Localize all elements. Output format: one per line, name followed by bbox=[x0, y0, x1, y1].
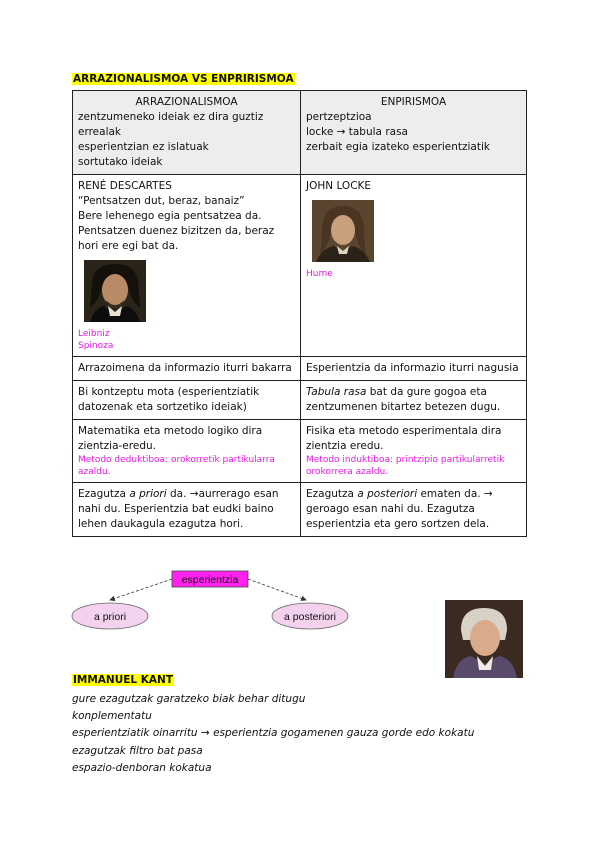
table-row bbox=[73, 381, 527, 420]
descartes-quote: “Pentsatzen dut, beraz, banaiz” bbox=[78, 195, 245, 207]
empiricism-line: pertzeptzioa bbox=[306, 111, 372, 123]
empiricist-other: Hume bbox=[306, 269, 333, 279]
kant-line: konplementatu bbox=[72, 710, 152, 723]
table-cell bbox=[301, 483, 527, 537]
table-row bbox=[73, 175, 527, 357]
table-cell bbox=[73, 420, 301, 483]
rationalism-line: errealak bbox=[78, 126, 122, 138]
kant-line: espazio-denboran kokatua bbox=[72, 761, 212, 774]
table-cell bbox=[301, 420, 527, 483]
table-cell: Bi kontzeptu mota (esperientziatik datozenak eta sortzetiko ideiak) bbox=[73, 381, 301, 420]
cell-text: ematen da. → geroago esan nahi du. Ezagutza esperientzia eta gero sortzen dela. bbox=[306, 488, 493, 530]
method-note: Metodo deduktiboa: orokorretik partikularra azaldu. bbox=[78, 455, 275, 477]
descartes-text: Bere lehenego egia pentsatzea da. Pentsatzen duenez bizitzen da, beraz hori ere egi bat da. bbox=[78, 210, 275, 252]
method-note: Metodo induktiboa: printzipio partikularretik orokorrera azaldu. bbox=[306, 455, 505, 477]
table-cell: Arrazoimena da informazio iturri bakarra bbox=[73, 357, 301, 381]
a-priori-term: a priori bbox=[129, 488, 167, 500]
experience-label: esperientzia bbox=[181, 574, 239, 586]
table-row bbox=[73, 357, 527, 381]
kant-notes bbox=[72, 691, 474, 777]
a-posteriori-label: a posteriori bbox=[284, 611, 336, 623]
rationalism-line: sortutako ideiak bbox=[78, 156, 163, 168]
rationalist-other: Leibniz bbox=[78, 329, 110, 339]
rationalism-line: zentzumeneko ideiak ez dira guztiz bbox=[78, 111, 264, 123]
table-cell bbox=[301, 381, 527, 420]
cell-text: da. →aurrerago esan nahi du. Esperientzia bat eudki baino lehen daukagula ezagutza hori. bbox=[78, 488, 279, 530]
descartes-portrait bbox=[84, 260, 146, 322]
kant-portrait bbox=[445, 600, 523, 678]
arrow-right bbox=[248, 579, 306, 600]
cell-text: Ezagutza bbox=[306, 488, 358, 500]
kant-line: gure ezagutzak garatzeko biak behar ditugu bbox=[72, 693, 306, 705]
kant-line: esperientziatik oinarritu → esperientzia gogamenen gauza gorde edo kokatu bbox=[72, 727, 475, 740]
knowledge-diagram bbox=[70, 565, 350, 635]
kant-heading: IMMANUEL KANT bbox=[73, 674, 173, 686]
table-cell: Esperientzia da informazio iturri nagusia bbox=[301, 357, 527, 381]
descartes-name: RENÉ DESCARTES bbox=[78, 180, 172, 192]
rationalism-header-cell bbox=[73, 91, 301, 175]
page-title: ARRAZIONALISMOA VS ENPRIRISMOA bbox=[73, 73, 294, 85]
cell-text: Matematika eta metodo logiko dira zientzia-eredu. bbox=[78, 425, 263, 452]
table-row bbox=[73, 91, 527, 175]
rationalist-other: Spinoza bbox=[78, 341, 114, 351]
table-cell bbox=[73, 483, 301, 537]
empiricism-header-cell bbox=[301, 91, 527, 175]
tabula-rasa-term: Tabula rasa bbox=[306, 386, 367, 398]
cell-text: bat da gure gogoa eta zentzumenen bitartez betezen dugu. bbox=[306, 386, 501, 413]
locke-cell bbox=[301, 175, 527, 357]
comparison-table bbox=[72, 90, 527, 537]
rationalism-line: esperientzian ez islatuak bbox=[78, 141, 209, 153]
rationalism-heading: ARRAZIONALISMOA bbox=[135, 96, 238, 108]
cell-text: Fisika eta metodo esperimentala dira zientzia eredu. bbox=[306, 425, 502, 452]
a-priori-label: a priori bbox=[93, 611, 127, 623]
locke-name: JOHN LOCKE bbox=[306, 180, 372, 192]
descartes-cell bbox=[73, 175, 301, 357]
empiricism-line: zerbait egia izateko esperientziatik bbox=[306, 141, 490, 153]
empiricism-heading: ENPIRISMOA bbox=[380, 96, 447, 108]
kant-line: ezagutzak filtro bat pasa bbox=[72, 744, 203, 757]
a-posteriori-term: a posteriori bbox=[357, 488, 418, 500]
cell-text: Ezagutza bbox=[78, 488, 130, 500]
arrow-left bbox=[110, 579, 172, 600]
locke-portrait bbox=[312, 200, 374, 262]
table-row bbox=[73, 483, 527, 537]
empiricism-line: locke → tabula rasa bbox=[306, 126, 408, 138]
table-row bbox=[73, 420, 527, 483]
